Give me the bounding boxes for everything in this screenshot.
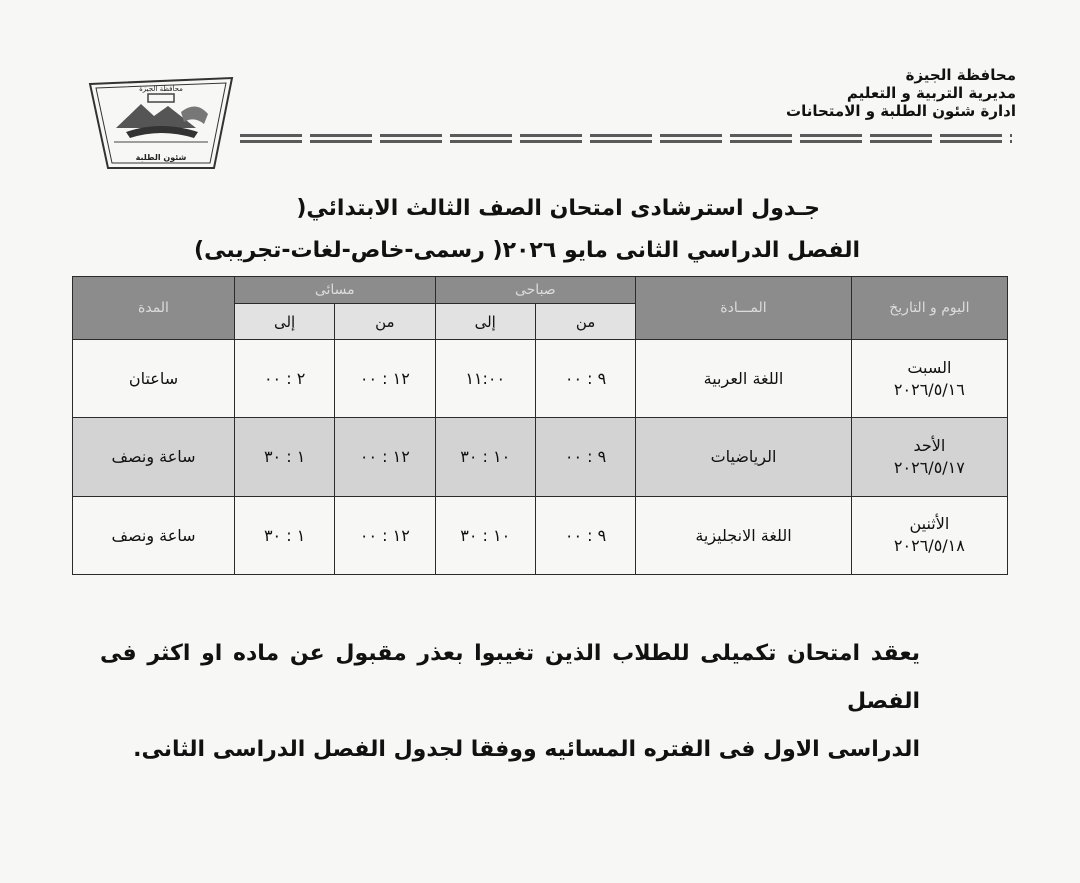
duration-cell: ساعة ونصف xyxy=(73,418,235,496)
note-line-1: يعقد امتحان تكميلى للطلاب الذين تغيبوا بعذر مقبول عن ماده او اكثر فى الفصل xyxy=(100,641,920,714)
day-name: الأحد xyxy=(913,435,946,455)
department-logo xyxy=(86,76,236,172)
table-row xyxy=(73,418,1008,496)
schedule-title: جـدول استرشادى امتحان الصف الثالث الابتدائي( xyxy=(296,196,820,221)
evening-to-cell: ١ : ٣٠ xyxy=(234,418,334,496)
org-line-department: ادارة شئون الطلبة و الامتحانات xyxy=(786,102,1016,120)
duration-cell: ساعتان xyxy=(73,340,235,418)
org-line-governorate: محافظة الجيزة xyxy=(905,66,1016,84)
subject-cell: اللغة الانجليزية xyxy=(636,496,852,574)
morning-to-cell: ١١:٠٠ xyxy=(435,340,535,418)
exam-date: ٢٠٢٦/٥/١٨ xyxy=(893,536,965,556)
evening-from-cell: ١٢ : ٠٠ xyxy=(335,340,435,418)
header-duration: المدة xyxy=(73,277,235,340)
header-evening-from: من xyxy=(335,304,435,340)
org-line-directorate: مديرية التربية و التعليم xyxy=(846,84,1016,102)
header-evening-to: إلى xyxy=(234,304,334,340)
schedule-subtitle: الفصل الدراسي الثانى مايو ٢٠٢٦( رسمى-خاص-لغات-تجريبى) xyxy=(194,238,860,263)
header-day-date: اليوم و التاريخ xyxy=(851,277,1007,340)
day-date-cell xyxy=(851,340,1007,418)
morning-from-cell: ٩ : ٠٠ xyxy=(535,418,635,496)
header-evening: مسائى xyxy=(234,277,435,304)
evening-from-cell: ١٢ : ٠٠ xyxy=(335,418,435,496)
day-date-cell xyxy=(851,496,1007,574)
header-morning-from: من xyxy=(535,304,635,340)
table-row xyxy=(73,496,1008,574)
table-row xyxy=(73,340,1008,418)
day-name: الأثنين xyxy=(909,514,950,534)
note-line-2: الدراسى الاول فى الفتره المسائيه ووفقا لجدول الفصل الدراسى الثانى. xyxy=(133,737,920,762)
header-morning: صباحى xyxy=(435,277,636,304)
morning-from-cell: ٩ : ٠٠ xyxy=(535,340,635,418)
subject-cell: اللغة العربية xyxy=(636,340,852,418)
exam-date: ٢٠٢٦/٥/١٦ xyxy=(893,379,965,399)
exam-schedule-table xyxy=(72,276,1008,575)
logo-emblem-icon xyxy=(86,76,236,172)
organization-header xyxy=(786,66,1016,120)
morning-from-cell: ٩ : ٠٠ xyxy=(535,496,635,574)
header-morning-to: إلى xyxy=(435,304,535,340)
header-separator-line xyxy=(240,134,1012,143)
logo-bottom-text: شئون الطلبة xyxy=(135,153,187,162)
morning-to-cell: ١٠ : ٣٠ xyxy=(435,418,535,496)
evening-to-cell: ١ : ٣٠ xyxy=(234,496,334,574)
header-subject: المـــادة xyxy=(636,277,852,340)
morning-to-cell: ١٠ : ٣٠ xyxy=(435,496,535,574)
evening-from-cell: ١٢ : ٠٠ xyxy=(335,496,435,574)
exam-date: ٢٠٢٦/٥/١٧ xyxy=(893,457,965,477)
duration-cell: ساعة ونصف xyxy=(73,496,235,574)
evening-to-cell: ٢ : ٠٠ xyxy=(234,340,334,418)
subject-cell: الرياضيات xyxy=(636,418,852,496)
logo-top-text: محافظة الجيزة xyxy=(139,85,183,93)
day-date-cell xyxy=(851,418,1007,496)
makeup-exam-note xyxy=(100,630,920,774)
day-name: السبت xyxy=(907,357,952,377)
